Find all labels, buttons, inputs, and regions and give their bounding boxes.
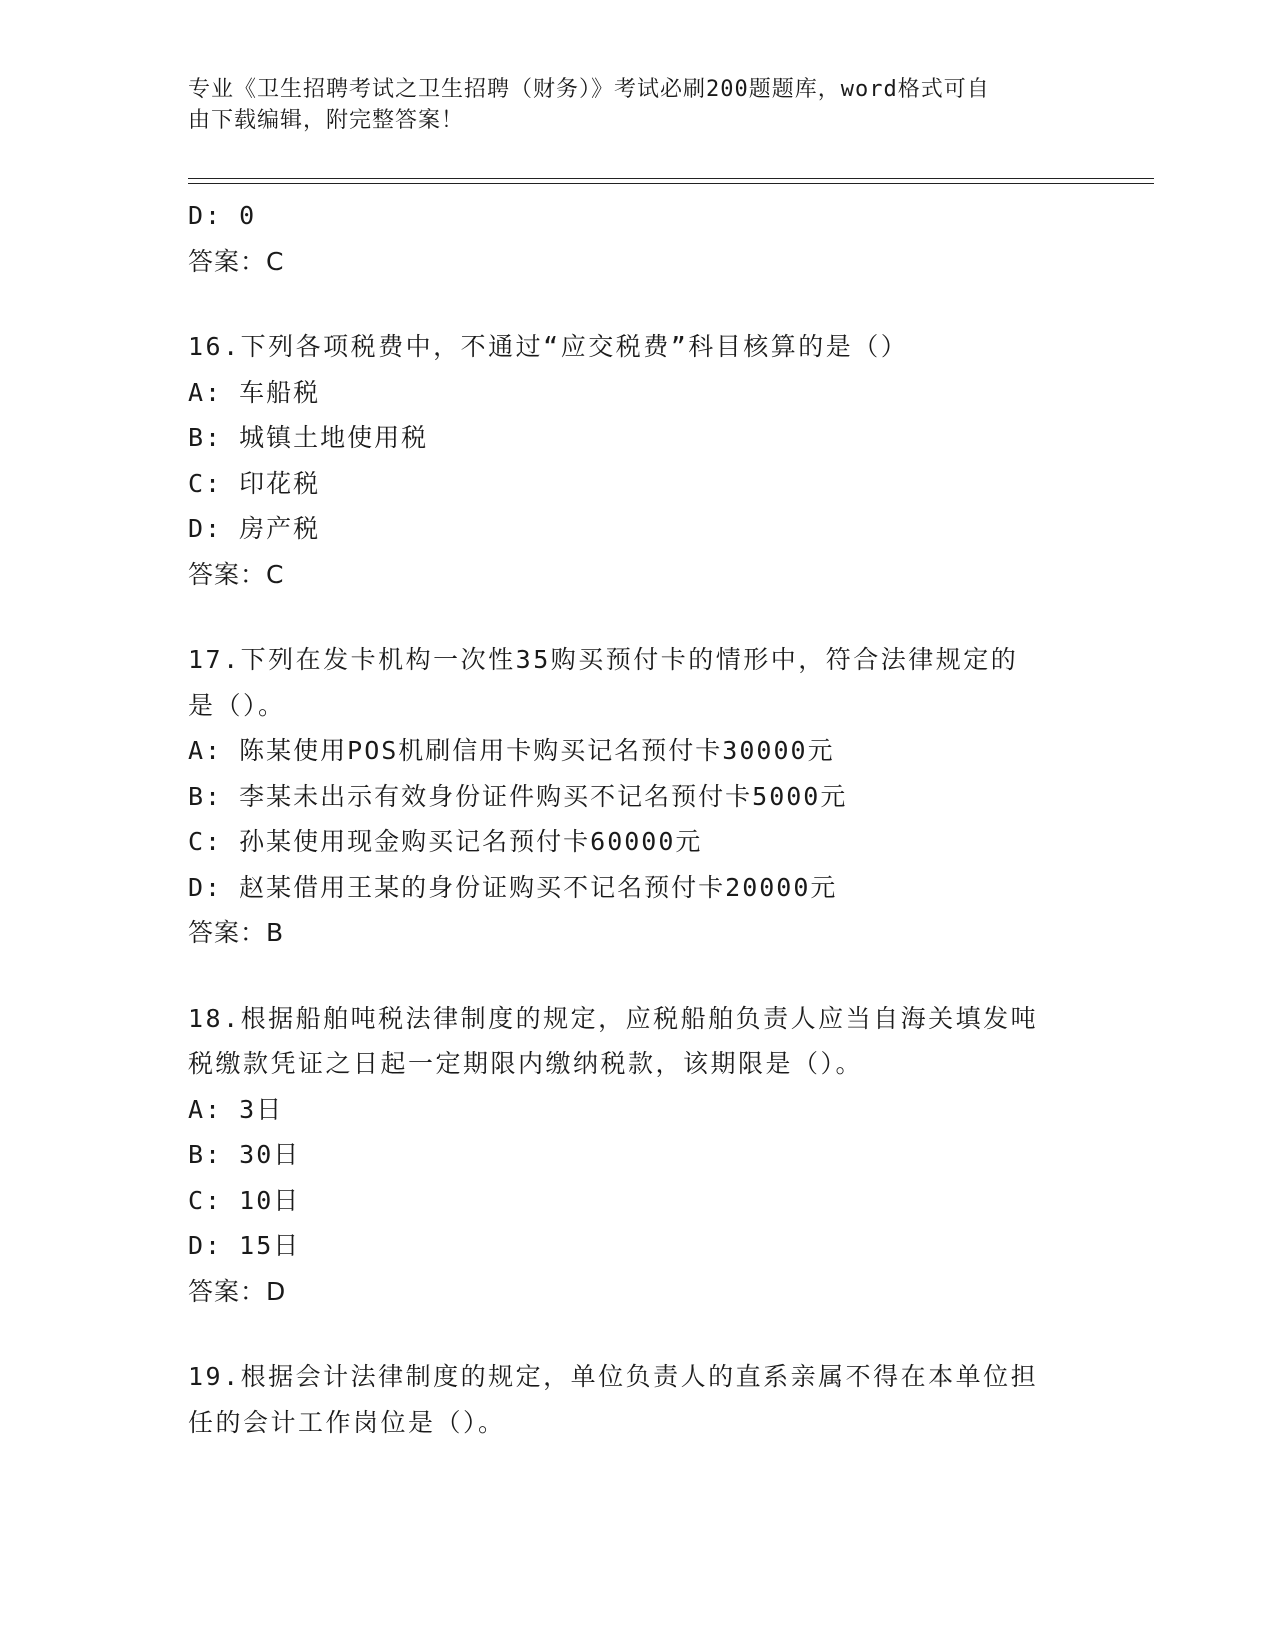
option-b: B: 城镇土地使用税 — [188, 423, 429, 452]
header-divider-bottom — [188, 183, 1154, 184]
question-17 — [188, 637, 1088, 956]
question-stem-continued: 是（）。 — [188, 690, 286, 720]
spacer — [188, 956, 1088, 996]
answer-line: 答案：B — [188, 918, 285, 947]
question-stem: 18.根据船舶吨税法律制度的规定，应税船舶负责人应当自海关填发吨 — [188, 1003, 1039, 1033]
option-d: D: 房产税 — [188, 514, 321, 543]
question-stem-continued: 税缴款凭证之日起一定期限内缴纳税款，该期限是（）。 — [188, 1049, 864, 1078]
option-b: B: 李某未出示有效身份证件购买不记名预付卡5000元 — [188, 781, 848, 811]
option-c: C: 孙某使用现金购买记名预付卡60000元 — [188, 827, 703, 856]
spacer — [188, 284, 1088, 324]
option-c: C: 10日 — [188, 1185, 301, 1215]
option-d: D: 赵某借用王某的身份证购买不记名预付卡20000元 — [188, 872, 838, 902]
option-a: A: 车船税 — [188, 377, 321, 407]
question-stem: 17.下列在发卡机构一次性35购买预付卡的情形中，符合法律规定的 — [188, 645, 1019, 674]
header-line-1: 专业《卫生招聘考试之卫生招聘（财务）》考试必刷200题题库，word格式可自 — [188, 77, 990, 102]
page-header — [188, 74, 1068, 136]
header-line-2: 由下载编辑，附完整答案！ — [188, 108, 465, 133]
question-content — [188, 193, 1088, 1445]
answer-line: 答案：D — [188, 1276, 287, 1306]
question-16 — [188, 324, 1088, 597]
option-c: C: 印花税 — [188, 468, 321, 498]
option-b: B: 30日 — [188, 1140, 301, 1169]
answer-line: 答案：C — [188, 246, 285, 276]
question-stem: 19.根据会计法律制度的规定，单位负责人的直系亲属不得在本单位担 — [188, 1362, 1039, 1391]
question-18 — [188, 996, 1088, 1315]
header-divider-top — [188, 178, 1154, 179]
answer-line: 答案：C — [188, 559, 285, 589]
option-a: A: 陈某使用POS机刷信用卡购买记名预付卡30000元 — [188, 736, 835, 765]
question-19 — [188, 1354, 1088, 1445]
option-d: D: 15日 — [188, 1231, 301, 1260]
spacer — [188, 597, 1088, 637]
spacer — [188, 1314, 1088, 1354]
option-d: D: 0 — [188, 201, 257, 230]
option-a: A: 3日 — [188, 1094, 284, 1124]
question-stem: 16.下列各项税费中，不通过“应交税费”科目核算的是（） — [188, 332, 909, 361]
question-stem-continued: 任的会计工作岗位是（）。 — [188, 1407, 506, 1437]
